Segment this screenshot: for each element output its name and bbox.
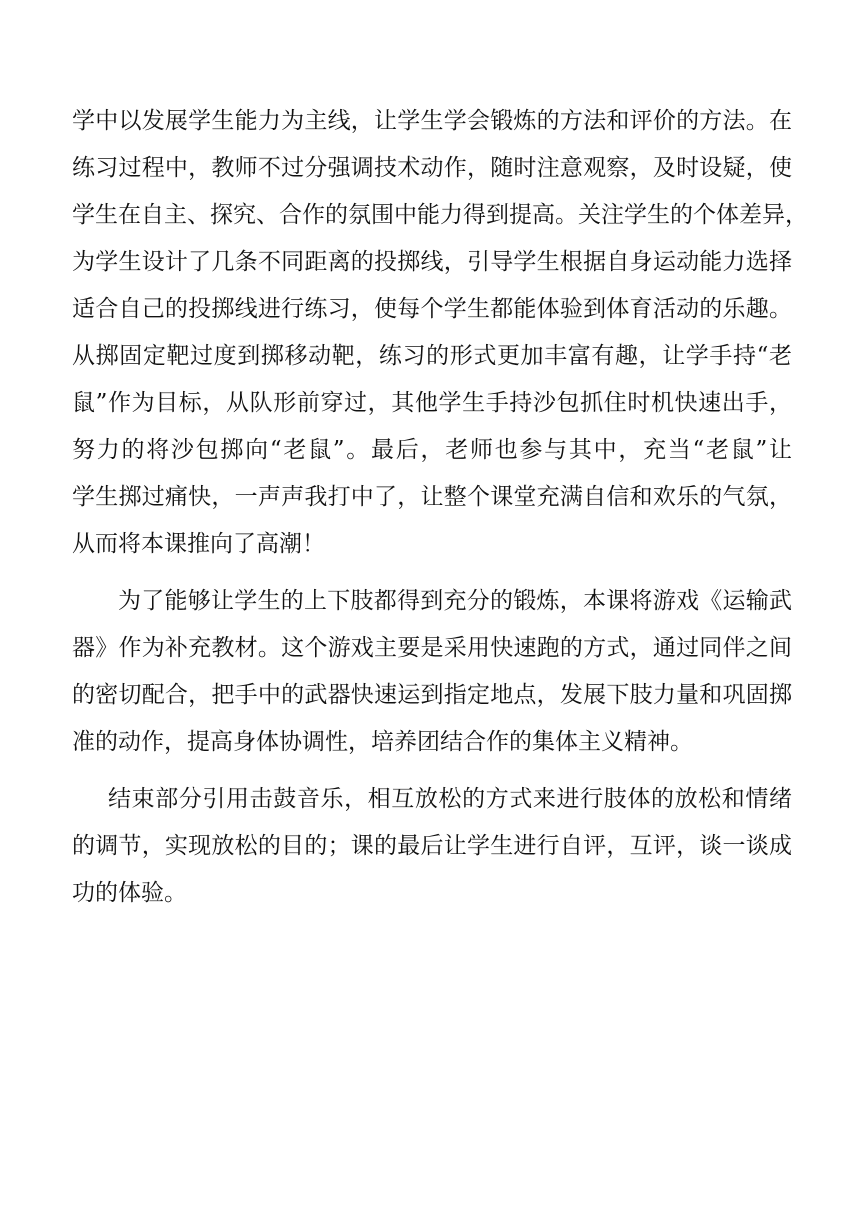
text-line: 学生在自主、探究、合作的氛围中能力得到提高。关注学生的个体差异， xyxy=(72,202,808,228)
text-line: 努力的将沙包掷向“老鼠”。最后，老师也参与其中，充当“老鼠”让 xyxy=(72,437,792,463)
paragraph-spacer xyxy=(72,568,792,578)
text-line: 结束部分引用击鼓音乐，相互放松的方式来进行肢体的放松和情绪 xyxy=(108,786,792,812)
text-line: 鼠”作为目标，从队形前穿过，其他学生手持沙包抓住时机快速出手， xyxy=(72,390,792,416)
text-line: 学生掷过痛快，一声声我打中了，让整个课堂充满自信和欢乐的气氛， xyxy=(72,484,792,510)
text-line: 练习过程中，教师不过分强调技术动作，随时注意观察，及时设疑，使 xyxy=(72,155,792,181)
paragraph-spacer xyxy=(72,766,792,776)
text-line: 器》作为补充教材。这个游戏主要是采用快速跑的方式，通过同伴之间 xyxy=(72,635,792,661)
text-line: 的密切配合，把手中的武器快速运到指定地点，发展下肢力量和巩固掷 xyxy=(72,682,792,708)
text-line: 从掷固定靶过度到掷移动靶，练习的形式更加丰富有趣，让学手持“老 xyxy=(72,343,792,369)
text-line: 从而将本课推向了高潮！ xyxy=(72,531,325,557)
text-line: 学中以发展学生能力为主线，让学生学会锻炼的方法和评价的方法。在 xyxy=(72,108,792,134)
text-line: 适合自己的投掷线进行练习，使每个学生都能体验到体育活动的乐趣。 xyxy=(72,296,792,322)
text-line: 为学生设计了几条不同距离的投掷线，引导学生根据自身运动能力选择 xyxy=(72,249,792,275)
paragraph-2 xyxy=(72,578,792,766)
text-line: 准的动作，提高身体协调性，培养团结合作的集体主义精神。 xyxy=(72,729,693,755)
document-body xyxy=(72,98,808,917)
paragraph-1 xyxy=(72,98,808,568)
text-line: 功的体验。 xyxy=(72,880,187,906)
text-line: 的调节，实现放松的目的；课的最后让学生进行自评，互评，谈一谈成 xyxy=(72,833,792,859)
text-line: 为了能够让学生的上下肢都得到充分的锻炼，本课将游戏《运输武 xyxy=(118,588,792,614)
paragraph-3 xyxy=(72,776,792,917)
